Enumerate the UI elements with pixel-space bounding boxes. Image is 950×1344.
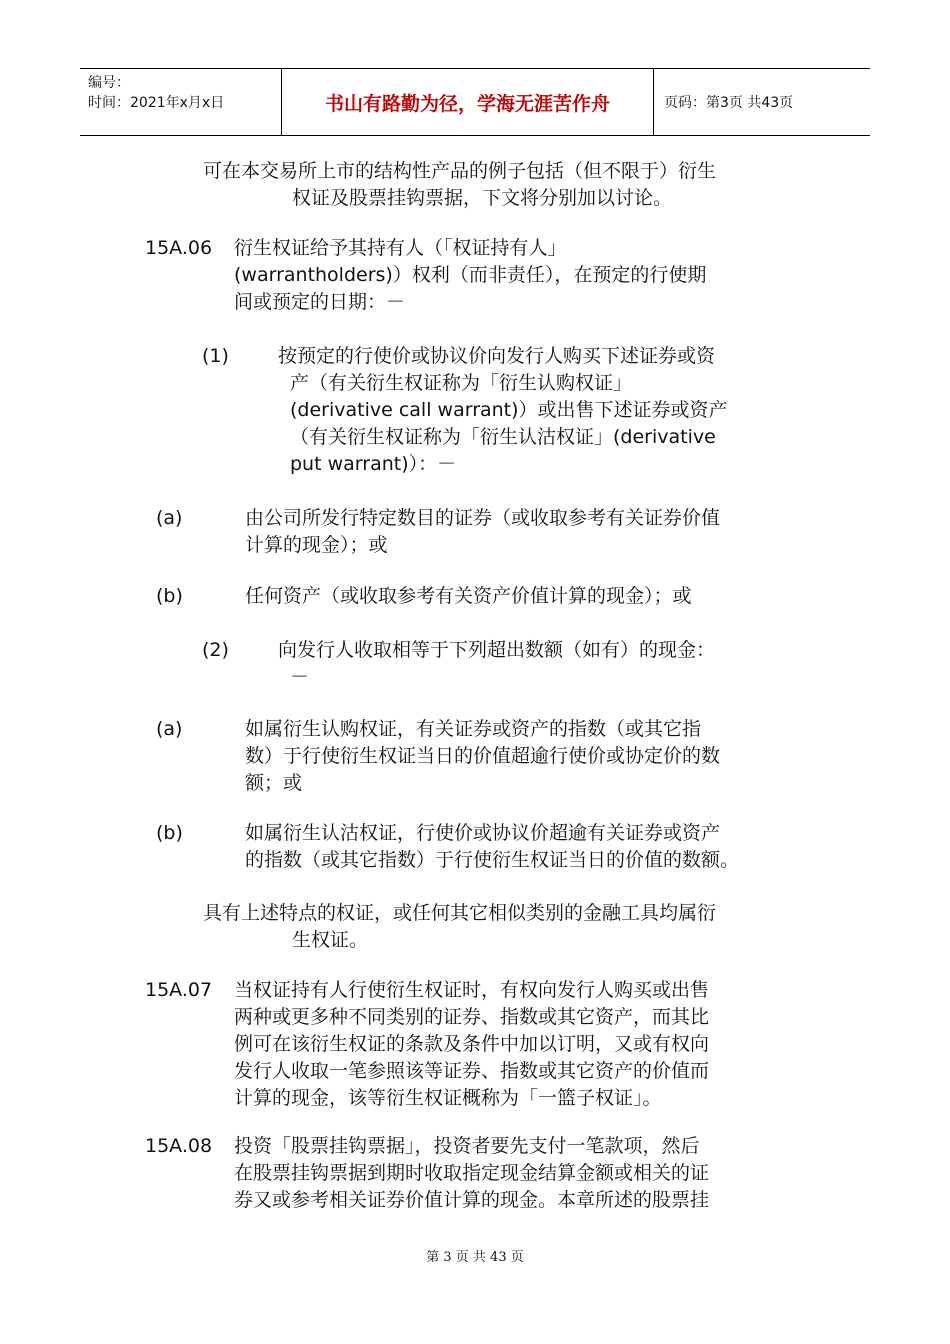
text-line: 的指数（或其它指数）于行使衍生权证当日的价值的数额。 <box>245 849 740 871</box>
intro-line-2: 权证及股票挂钩票据，下文将分别加以讨论。 <box>292 187 673 209</box>
item-1-first-line: 按预定的行使价或协议价向发行人购买下述证券或资 <box>278 345 716 367</box>
text-line: 两种或更多种不同类别的证券、指数或其它资产，而其比 <box>234 1006 710 1028</box>
section-15a06-text <box>234 235 706 316</box>
section-number-15a06: 15A.06 <box>145 237 213 259</box>
text-line: 由公司所发行特定数目的证券（或收取参考有关证券价值 <box>245 507 721 529</box>
item-1-text <box>290 370 728 478</box>
item-number-1: (1) <box>202 345 229 367</box>
header-meta <box>80 69 282 135</box>
text-line: 数）于行使衍生权证当日的价值超逾行使价或协定价的数 <box>245 745 721 767</box>
text-line: 发行人收取一笔参照该等证券、指数或其它资产的价值而 <box>234 1060 710 1082</box>
text-line: put warrant)）：－ <box>290 453 457 475</box>
item-number-2: (2) <box>202 639 229 661</box>
item-2-dash: － <box>290 666 310 688</box>
text-line: 衍生权证给予其持有人（「权证持有人」 <box>234 237 567 259</box>
item-1a-text <box>245 505 720 559</box>
item-2a-text <box>245 716 720 797</box>
text-line: 计算的现金）；或 <box>245 534 388 556</box>
text-line: 券又或参考相关证券价值计算的现金。本章所述的股票挂 <box>234 1189 710 1211</box>
text-line: 如属衍生认购权证，有关证券或资产的指数（或其它指 <box>245 718 702 740</box>
text-line: 计算的现金，该等衍生权证概称为「一篮子权证」。 <box>234 1087 662 1109</box>
text-line: 间或预定的日期：－ <box>234 291 406 313</box>
time-label: 时间：2021年x月x日 <box>88 95 225 111</box>
item-2-first-line: 向发行人收取相等于下列超出数额（如有）的现金： <box>278 639 716 661</box>
page-header <box>80 68 870 136</box>
text-line: 当权证持有人行使衍生权证时，有权向发行人购买或出售 <box>234 979 710 1001</box>
header-motto: 书山有路勤为径，学海无涯苦作舟 <box>282 69 654 135</box>
section-number-15a07: 15A.07 <box>145 979 213 1001</box>
page-footer: 第 3 页 共 43 页 <box>426 1250 524 1265</box>
section-15a08-text <box>234 1133 709 1214</box>
text-line: 在股票挂钩票据到期时收取指定现金结算金额或相关的证 <box>234 1162 710 1184</box>
item-2b-text <box>245 820 739 874</box>
text-line: （有关衍生权证称为「衍生认沽权证」(derivative <box>290 426 716 448</box>
text-line: 投资「股票挂钩票据」，投资者要先支付一笔款项，然后 <box>234 1135 700 1157</box>
text-line: (warrantholders)）权利（而非责任），在预定的行使期 <box>234 264 707 286</box>
summary-line-2: 生权证。 <box>292 929 369 951</box>
text-line: 例可在该衍生权证的条款及条件中加以订明，又或有权向 <box>234 1033 710 1055</box>
item-number-2a: (a) <box>156 718 183 740</box>
section-15a07-text <box>234 977 709 1112</box>
item-number-1a: (a) <box>156 507 183 529</box>
intro-line-1: 可在本交易所上市的结构性产品的例子包括（但不限于）衍生 <box>203 160 717 182</box>
text-line: 产（有关衍生权证称为「衍生认购权证」 <box>290 372 633 394</box>
item-number-2b: (b) <box>156 822 183 844</box>
text-line: 额；或 <box>245 772 303 794</box>
section-number-15a08: 15A.08 <box>145 1135 213 1157</box>
summary-line-1: 具有上述特点的权证，或任何其它相似类别的金融工具均属衍 <box>203 902 717 924</box>
item-1b-text: 任何资产（或收取参考有关资产价值计算的现金）；或 <box>245 585 692 607</box>
item-number-1b: (b) <box>156 585 183 607</box>
serial-label: 编号： <box>88 75 130 91</box>
header-page-info: 页码：第3页 共43页 <box>664 95 794 111</box>
text-line: 如属衍生认沽权证，行使价或协议价超逾有关证券或资产 <box>245 822 721 844</box>
text-line: (derivative call warrant)）或出售下述证券或资产 <box>290 399 728 421</box>
